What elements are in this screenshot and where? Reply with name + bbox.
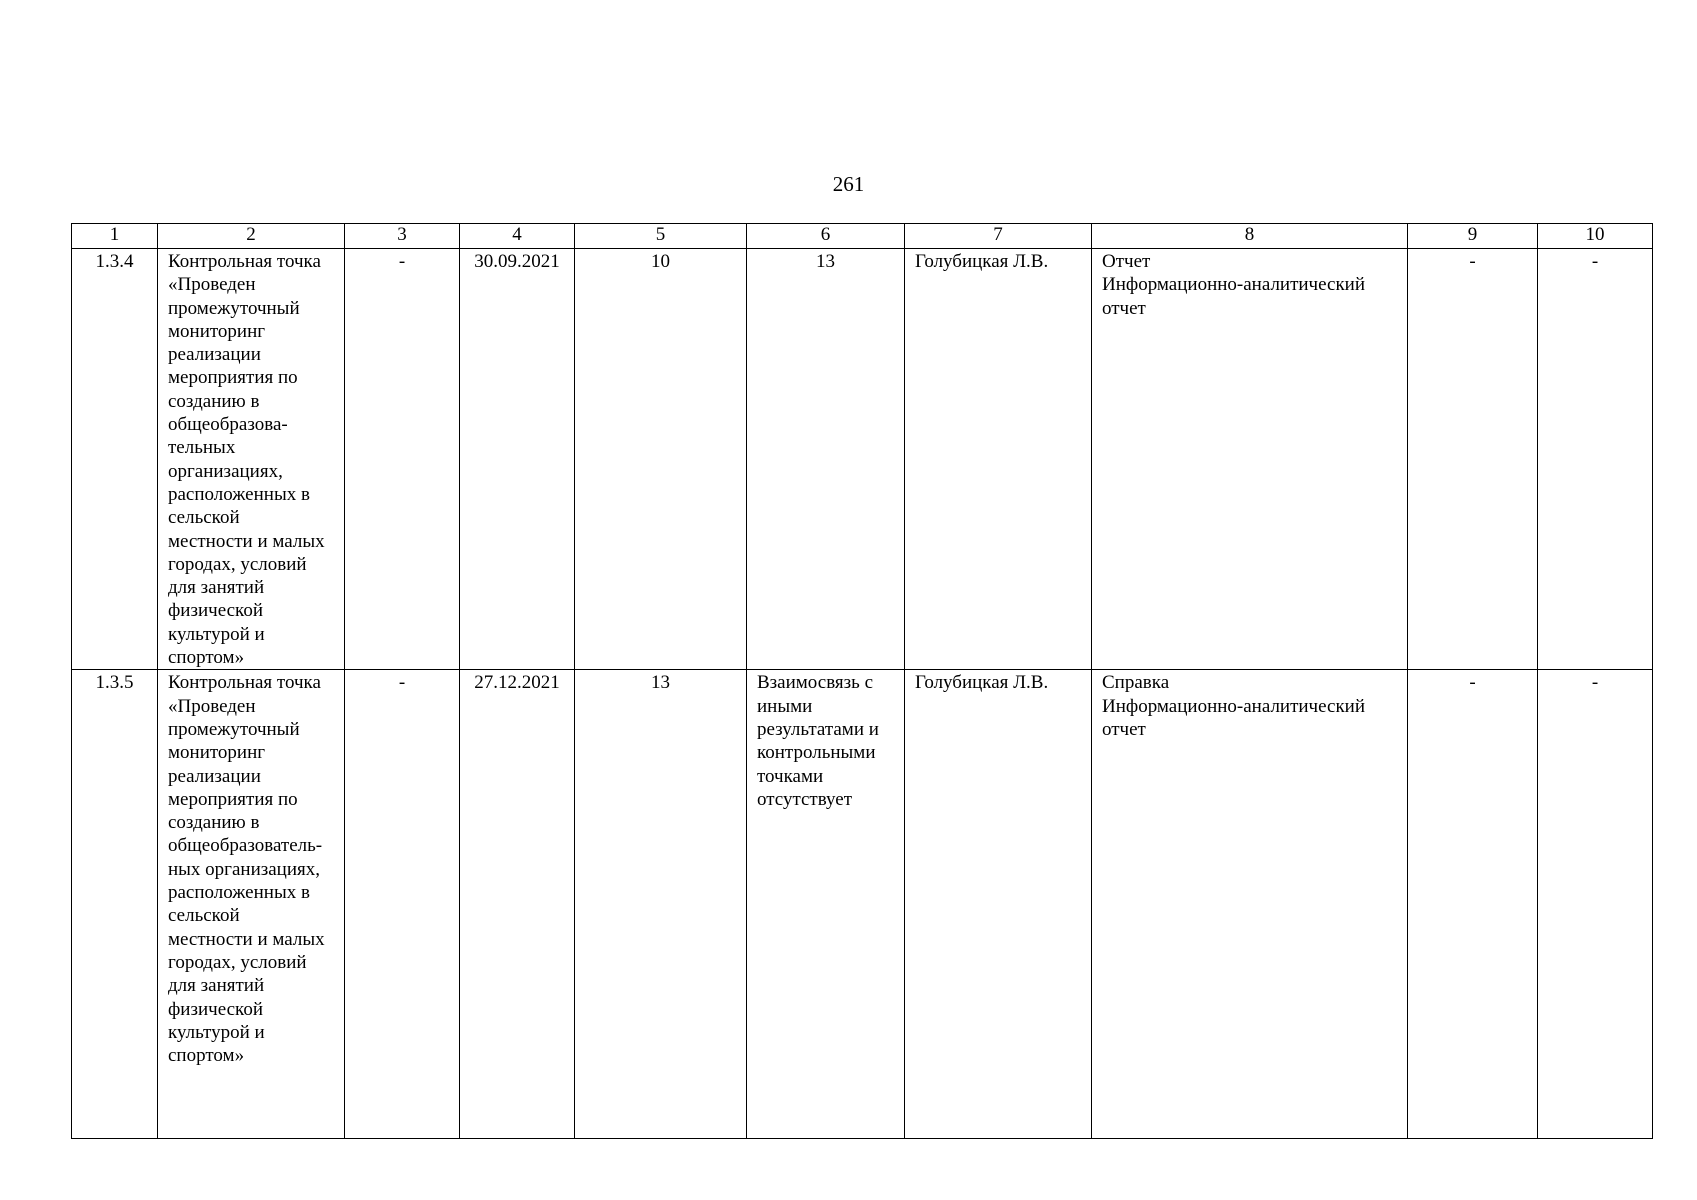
cell-text-line: Справка	[1102, 672, 1170, 694]
cell-col10: -	[1538, 670, 1653, 1139]
cell-col5: 13	[575, 670, 747, 1139]
cell-text-line: городах, условий	[168, 951, 307, 973]
cell-text-line: мероприятия по	[168, 788, 298, 810]
cell-text-line: физической	[168, 600, 263, 622]
cell-text-line: Взаимосвязь с	[757, 672, 874, 694]
cell-text-line: созданию в	[168, 812, 260, 834]
header-row	[72, 224, 1653, 249]
cell-col9: -	[1408, 670, 1538, 1139]
cell-text-line: мониторинг	[168, 320, 266, 342]
cell-text-line: спортом»	[168, 647, 245, 669]
cell-text-line: реализации	[168, 344, 261, 366]
cell-text-line: городах, условий	[168, 553, 307, 575]
cell-text-line: Информационно-аналитический	[1102, 274, 1366, 296]
cell-text-line: ных организациях,	[168, 858, 321, 880]
row-number: 1.3.5	[72, 670, 158, 1139]
cell-text-line: «Проведен	[168, 695, 256, 717]
row-date: 30.09.2021	[460, 249, 575, 670]
cell-text-line: контрольными	[757, 742, 876, 764]
cell-text-line: отчет	[1102, 718, 1146, 740]
table-row	[72, 249, 1653, 670]
cell-text-line: физической	[168, 998, 263, 1020]
cell-text-line: промежуточный	[168, 297, 300, 319]
cell-text-line: иными	[757, 695, 813, 717]
cell-text-line: промежуточный	[168, 718, 300, 740]
row-responsible: Голубицкая Л.В.	[905, 670, 1092, 1139]
column-header: 6	[747, 224, 905, 249]
cell-text-line: тельных	[168, 437, 236, 459]
row-document	[1092, 249, 1408, 670]
cell-text-line: результатами и	[757, 718, 879, 740]
cell-text-line: точками	[757, 765, 824, 787]
cell-col6	[747, 670, 905, 1139]
cell-text-line: расположенных в	[168, 483, 310, 505]
cell-col9: -	[1408, 249, 1538, 670]
cell-text-line: культурой и	[168, 623, 265, 645]
cell-text-line: созданию в	[168, 390, 260, 412]
column-header: 5	[575, 224, 747, 249]
cell-text-line: спортом»	[168, 1045, 245, 1067]
cell-text-line: расположенных в	[168, 882, 310, 904]
cell-col5: 10	[575, 249, 747, 670]
cell-text-line: общеобразова-	[168, 414, 288, 436]
cell-text-line: культурой и	[168, 1021, 265, 1043]
cell-text-line: Контрольная точка	[168, 672, 321, 694]
page-number: 261	[832, 172, 865, 196]
cell-text-line: для занятий	[168, 577, 265, 599]
row-description	[158, 670, 345, 1139]
cell-col10: -	[1538, 249, 1653, 670]
cell-text-line: Отчет	[1102, 251, 1151, 272]
cell-col3: -	[345, 670, 460, 1139]
cell-text-line: «Проведен	[168, 274, 256, 296]
row-responsible: Голубицкая Л.В.	[905, 249, 1092, 670]
column-header: 2	[158, 224, 345, 249]
column-header: 9	[1408, 224, 1538, 249]
cell-text-line: мониторинг	[168, 742, 266, 764]
cell-text-line: местности и малых	[168, 530, 325, 552]
cell-text-line: сельской	[168, 905, 240, 927]
cell-col3: -	[345, 249, 460, 670]
table-row	[72, 670, 1653, 1139]
row-document	[1092, 670, 1408, 1139]
column-header: 7	[905, 224, 1092, 249]
row-date: 27.12.2021	[460, 670, 575, 1139]
cell-text-line: Контрольная точка	[168, 251, 321, 272]
cell-text-line: Информационно-аналитический	[1102, 695, 1366, 717]
row-description	[158, 249, 345, 670]
column-header: 1	[72, 224, 158, 249]
cell-text-line: отчет	[1102, 297, 1146, 319]
column-header: 4	[460, 224, 575, 249]
column-header: 10	[1538, 224, 1653, 249]
cell-text-line: общеобразователь-	[168, 835, 323, 857]
cell-text-line: отсутствует	[757, 788, 853, 810]
column-header: 3	[345, 224, 460, 249]
cell-text-line: мероприятия по	[168, 367, 298, 389]
column-header: 8	[1092, 224, 1408, 249]
cell-col6	[747, 249, 905, 670]
cell-text-line: 13	[816, 251, 835, 272]
cell-text-line: местности и малых	[168, 928, 325, 950]
cell-text-line: организациях,	[168, 460, 283, 482]
cell-text-line: для занятий	[168, 975, 265, 997]
cell-text-line: сельской	[168, 507, 240, 529]
row-number: 1.3.4	[72, 249, 158, 670]
cell-text-line: реализации	[168, 765, 261, 787]
plan-table	[71, 223, 1653, 1139]
